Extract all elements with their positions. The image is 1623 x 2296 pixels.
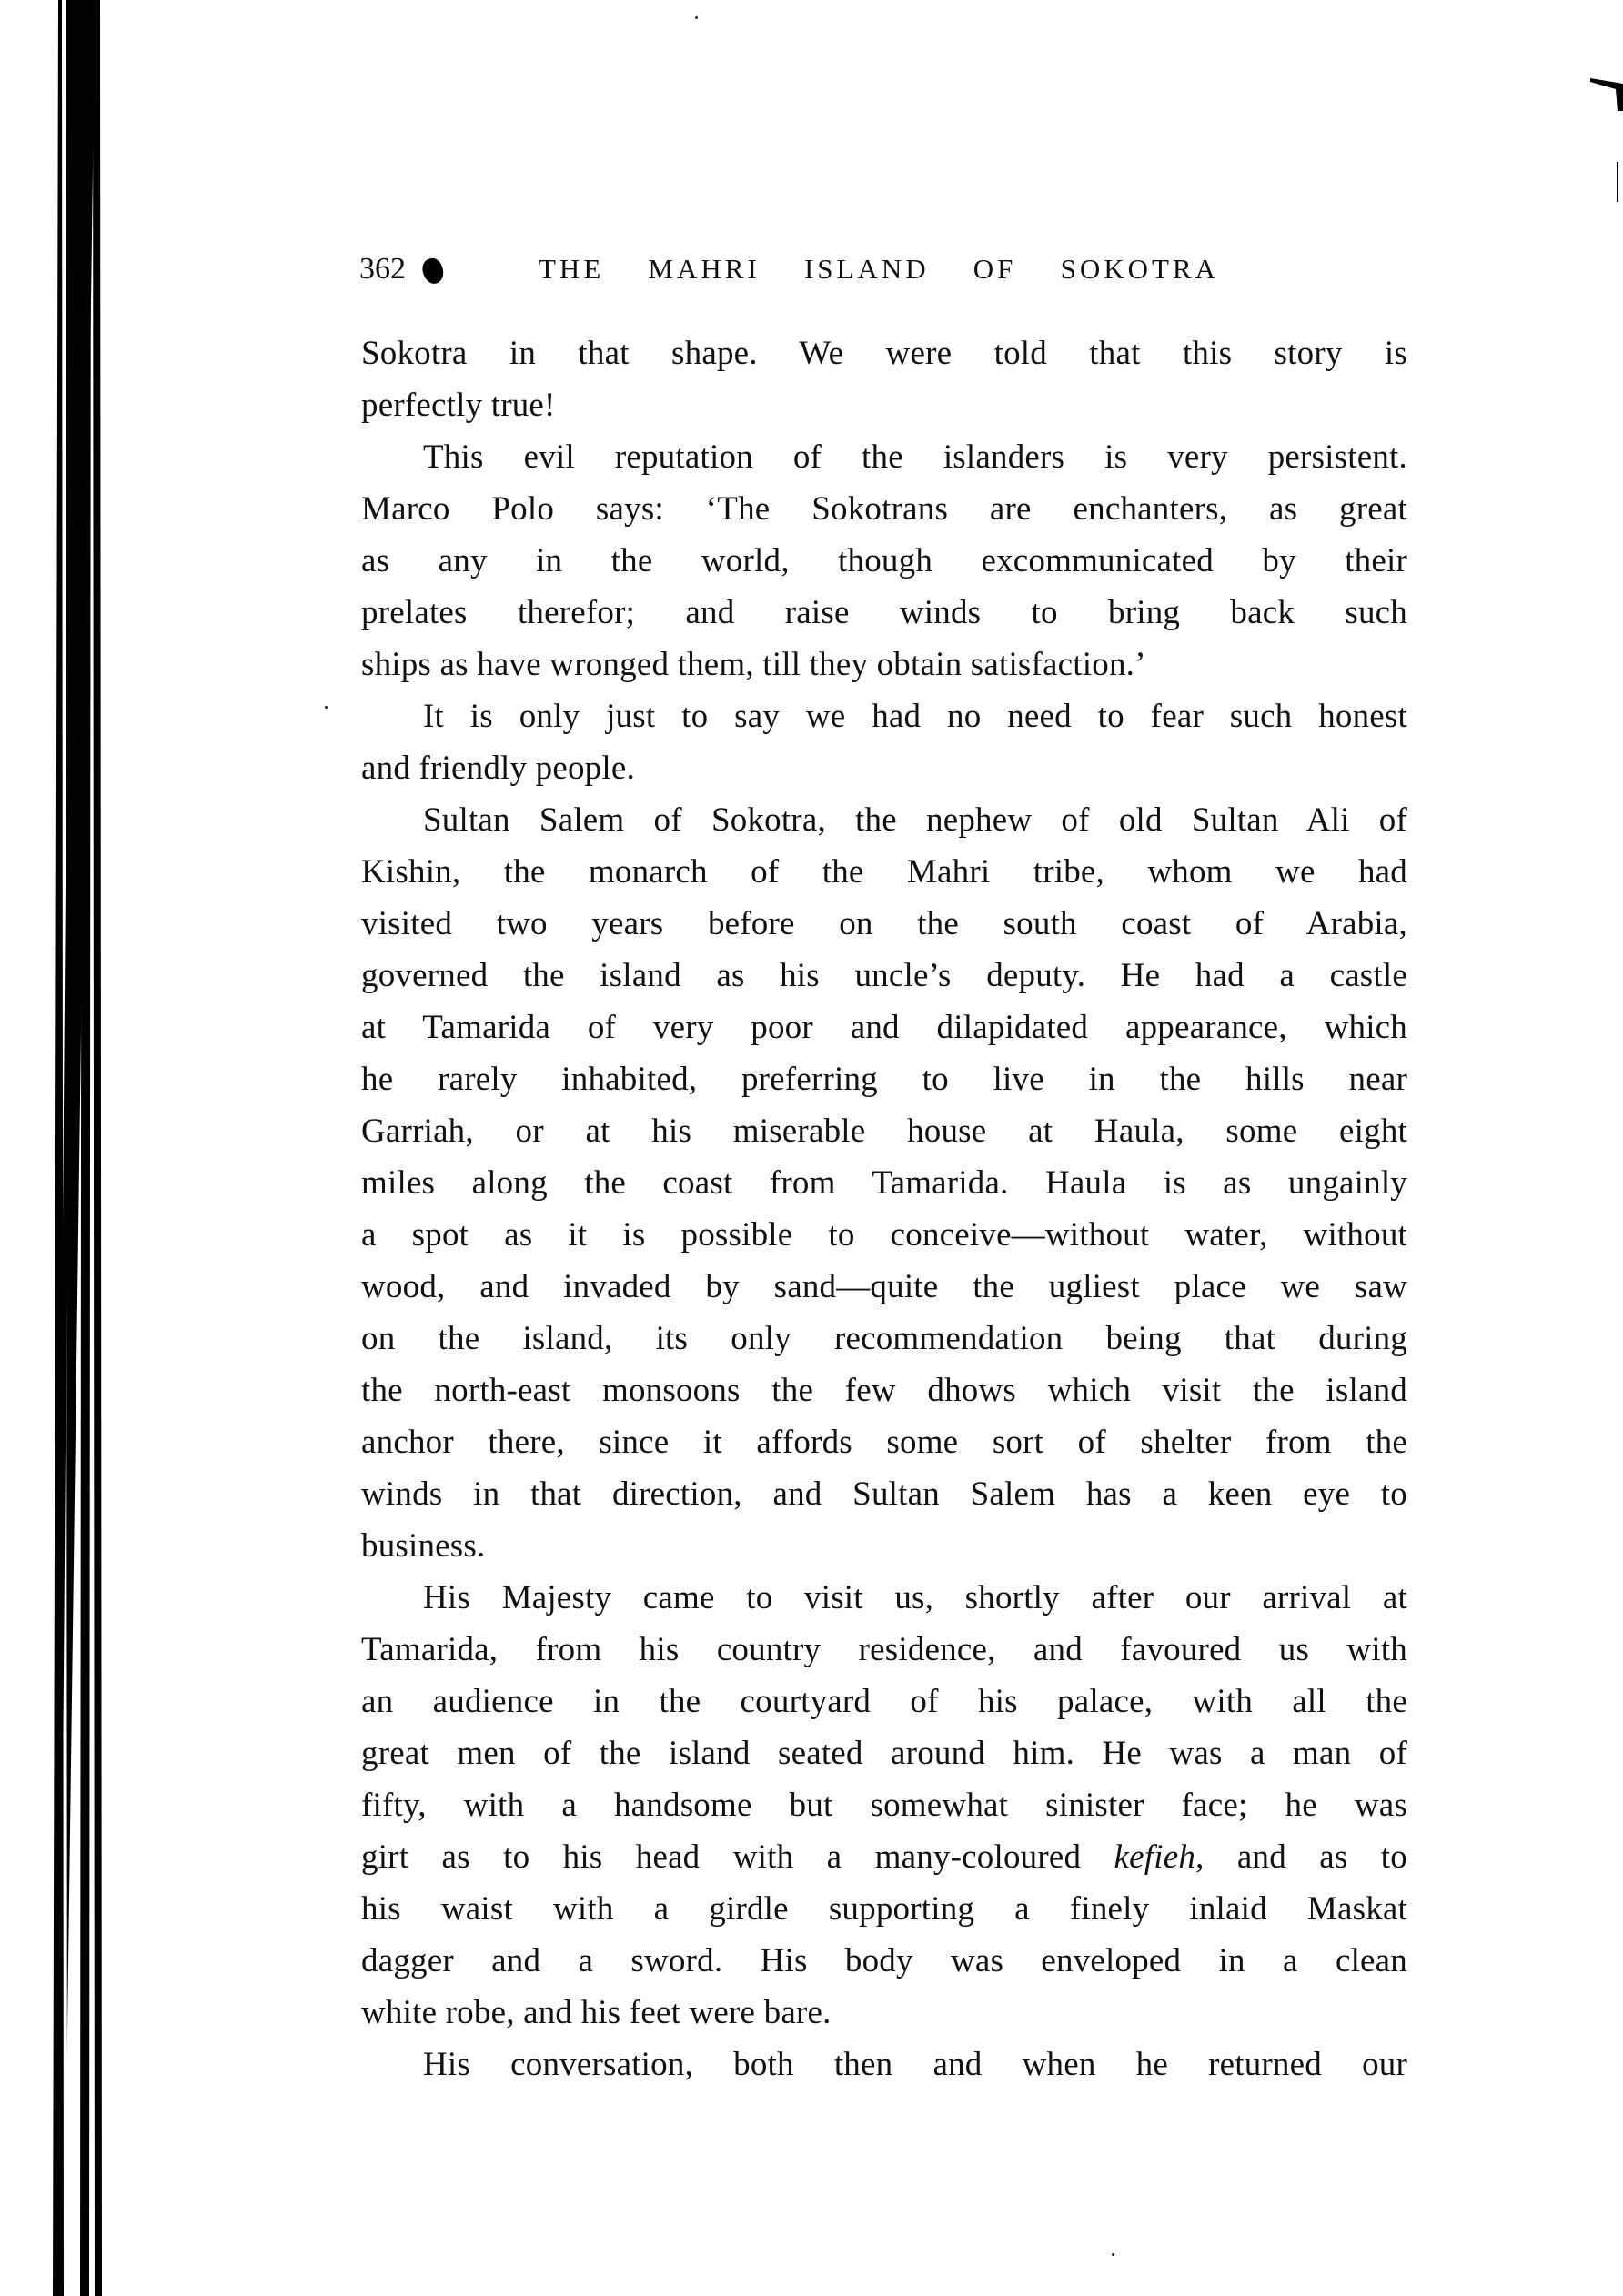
text-line: Garriah, or at his miserable house at Haula, some eight	[361, 1113, 1407, 1150]
edge-mark	[1617, 162, 1618, 202]
text-line: he rarely inhabited, preferring to live in the hills near	[361, 1061, 1407, 1098]
text-line: governed the island as his uncle’s deputy. He had a castle	[361, 957, 1407, 994]
scan-speck	[695, 16, 698, 19]
text-line: Tamarida, from his country residence, and favoured us with	[361, 1631, 1407, 1668]
text-line: Sultan Salem of Sokotra, the nephew of old Sultan Ali of	[423, 801, 1407, 839]
book-binding-edge	[0, 0, 109, 2296]
text-line: fifty, with a handsome but somewhat sinister face; he was	[361, 1787, 1407, 1824]
text-line: dagger and a sword. His body was enveloped in a clean	[361, 1942, 1407, 1979]
text-line: visited two years before on the south coast of Arabia,	[361, 905, 1407, 942]
italic-term: kefieh	[1114, 1838, 1196, 1876]
text-line: great men of the island seated around him. He was a man of	[361, 1735, 1407, 1772]
text-line: Kishin, the monarch of the Mahri tribe, whom we had	[361, 853, 1407, 891]
text-line: anchor there, since it affords some sort of shelter from the	[361, 1424, 1407, 1461]
running-header	[359, 251, 1233, 287]
text-line: business.	[361, 1527, 486, 1565]
text-line: a spot as it is possible to conceive—without water, without	[361, 1216, 1407, 1254]
text-line: Marco Polo says: ‘The Sokotrans are enchanters, as great	[361, 490, 1407, 528]
text-line: winds in that direction, and Sultan Salem has a keen eye to	[361, 1475, 1407, 1513]
text-line: on the island, its only recommendation being that during	[361, 1320, 1407, 1357]
text-line: the north-east monsoons the few dhows which visit the island	[361, 1372, 1407, 1409]
text-line: his waist with a girdle supporting a finely inlaid Maskat	[361, 1890, 1407, 1928]
text-line: wood, and invaded by sand—quite the ugliest place we saw	[361, 1268, 1407, 1305]
scan-speck	[1112, 2253, 1114, 2256]
corner-crop-mark	[1590, 78, 1623, 111]
text-line: as any in the world, though excommunicated by their	[361, 542, 1407, 579]
text-line: His conversation, both then and when he returned our	[423, 2046, 1407, 2083]
text-line: girt as to his head with a many-coloured kefieh, and as to	[361, 1838, 1407, 1876]
ink-blot-mark	[419, 256, 447, 287]
text-line: an audience in the courtyard of his palace, with all the	[361, 1683, 1407, 1720]
text-line: Sokotra in that shape. We were told that this story is	[361, 335, 1407, 372]
text-line: at Tamarida of very poor and dilapidated appearance, which	[361, 1009, 1407, 1046]
text-line: ships as have wronged them, till they obtain satisfaction.’	[361, 646, 1146, 683]
text-line: and friendly people.	[361, 750, 635, 787]
scan-speck	[325, 706, 328, 709]
page-number: 362	[359, 252, 406, 286]
text-line: white robe, and his feet were bare.	[361, 1994, 832, 2031]
text-line: It is only just to say we had no need to fear such honest	[423, 698, 1407, 735]
text-line: perfectly true!	[361, 387, 556, 424]
text-line: miles along the coast from Tamarida. Haula is as ungainly	[361, 1164, 1407, 1202]
running-title: THE MAHRI ISLAND OF SOKOTRA	[539, 253, 1219, 285]
text-line: This evil reputation of the islanders is very persistent.	[423, 438, 1407, 476]
text-line: prelates therefor; and raise winds to bring back such	[361, 594, 1407, 631]
text-line: His Majesty came to visit us, shortly after our arrival at	[423, 1579, 1407, 1616]
